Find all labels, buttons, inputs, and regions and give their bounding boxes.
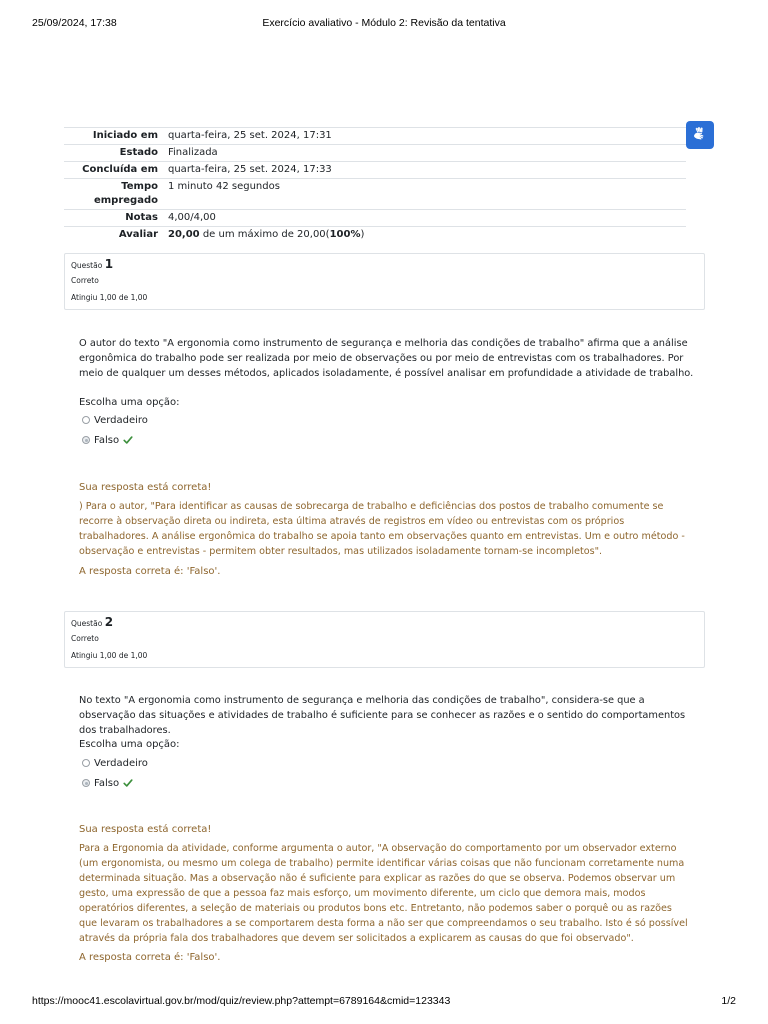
right-answer-2: A resposta correta é: 'Falso'. [79, 952, 221, 963]
feedback-title-2: Sua resposta está correta! [79, 824, 212, 835]
radio-button[interactable] [82, 416, 90, 424]
question-label: Questão [71, 619, 103, 628]
summary-row-started [64, 128, 686, 145]
summary-value: Finalizada [168, 147, 218, 158]
question-text-1: O autor do texto "A ergonomia como instrumento de segurança e melhoria das condições de trabalho" afirma que a análise ergonômica do trabalho pode ser realizada por meio de observações ou por meio de entrevistas com os trabalhadores. Por meio de qualquer um desses métodos, aplicados isoladamente, é possível analisar em profundidade a atividade de trabalho. [79, 338, 694, 379]
print-datetime: 25/09/2024, 17:38 [32, 17, 117, 29]
option-verdadeiro[interactable] [82, 413, 148, 427]
feedback-text-2: Para a Ergonomia da atividade, conforme argumenta o autor, "A observação do comportamento por um observador externo (um ergonomista, ou mesmo um colega de trabalho) permite identificar várias coisas que não funcionam corretamente numa determinada situação. Mas a observação não é suficiente para explicar as razões do que se observa. Podemos observar um gesto, uma expressão de que a pessoa faz mais esforço, um movimento diferente, um ciclo que demora mais, modos operatórios diferentes, a seleção de materiais ou produtos bons etc. Entretanto, não podemos saber o porquê ou as razões que levaram os trabalhadores a se comportarem desta forma a não ser que compreendamos o seu trabalho. Isto é só possível através da própria fala dos trabalhadores que devem ser solicitados a explicarem as causas do que foi observado". [79, 843, 688, 944]
attempt-summary [64, 127, 686, 243]
choose-option-prompt: Escolha uma opção: [79, 739, 180, 750]
option-label: Falso [94, 434, 120, 446]
right-answer-1: A resposta correta é: 'Falso'. [79, 566, 221, 577]
summary-row-state [64, 145, 686, 162]
summary-row-grade [64, 227, 686, 243]
summary-label: Avaliar [118, 229, 158, 240]
grade-score: 20,00 [168, 229, 200, 240]
option-label: Falso [94, 777, 120, 789]
summary-row-marks [64, 210, 686, 227]
grade-end: ) [360, 229, 365, 240]
choose-option-prompt: Escolha uma opção: [79, 397, 180, 408]
summary-value: 4,00/4,00 [168, 212, 216, 223]
question-number [71, 258, 698, 272]
summary-label: Estado [119, 147, 158, 158]
print-header [32, 17, 736, 31]
radio-button[interactable] [82, 759, 90, 767]
question-grade: Atingiu 1,00 de 1,00 [71, 651, 148, 660]
accessibility-button[interactable] [686, 121, 714, 149]
radio-button-selected[interactable] [82, 779, 90, 787]
checkmark-icon [123, 435, 133, 445]
print-footer [32, 995, 736, 1009]
summary-label: Tempo empregado [93, 181, 158, 206]
summary-row-time [64, 179, 686, 210]
grade-middle: de um máximo de 20,00( [199, 229, 330, 240]
print-url: https://mooc41.escolavirtual.gov.br/mod/quiz/review.php?attempt=6789164&cmid=123343 [32, 995, 451, 1007]
checkmark-icon [123, 778, 133, 788]
question-number-value: 2 [104, 615, 114, 629]
question-state: Correto [71, 634, 99, 643]
summary-row-completed [64, 162, 686, 179]
question-info-2 [64, 611, 705, 668]
question-state: Correto [71, 276, 99, 285]
summary-value: 1 minuto 42 segundos [168, 181, 280, 192]
summary-grade-value [166, 227, 686, 243]
grade-percent: 100% [329, 229, 361, 240]
question-label: Questão [71, 261, 103, 270]
question-number-value: 1 [104, 257, 114, 271]
question-grade: Atingiu 1,00 de 1,00 [71, 293, 148, 302]
question-info-1 [64, 253, 705, 310]
option-label: Verdadeiro [94, 414, 148, 426]
sign-language-icon [691, 126, 709, 144]
summary-value: quarta-feira, 25 set. 2024, 17:33 [168, 164, 332, 175]
print-page-number: 1/2 [721, 995, 736, 1007]
option-falso[interactable] [82, 433, 133, 447]
summary-value: quarta-feira, 25 set. 2024, 17:31 [168, 130, 332, 141]
summary-label: Notas [125, 212, 158, 223]
feedback-text-1: ) Para o autor, "Para identificar as causas de sobrecarga de trabalho e deficiências dos postos de trabalho comumente se recorre à observação direta ou indireta, esta última através de registros em vídeo ou entrevistas com os próprios trabalhadores. A análise ergonômica do trabalho se apoia tanto em observações quanto em entrevistas. Um e outro método - observação e entrevistas - permitem obter resultados, mas utilizados isoladamente tornam-se incompletos". [79, 501, 685, 557]
summary-label: Concluída em [82, 164, 158, 175]
option-verdadeiro[interactable] [82, 756, 148, 770]
option-falso[interactable] [82, 776, 133, 790]
print-title: Exercício avaliativo - Módulo 2: Revisão da tentativa [262, 17, 506, 29]
summary-label: Iniciado em [92, 130, 158, 141]
radio-button-selected[interactable] [82, 436, 90, 444]
question-text-2: No texto "A ergonomia como instrumento de segurança e melhoria das condições de trabalho", considera-se que a observação das situações e atividades de trabalho é suficiente para se conhecer as razões e o sentido do comportamentos dos trabalhadores. [79, 695, 686, 736]
question-number [71, 616, 698, 630]
feedback-title-1: Sua resposta está correta! [79, 482, 212, 493]
option-label: Verdadeiro [94, 757, 148, 769]
